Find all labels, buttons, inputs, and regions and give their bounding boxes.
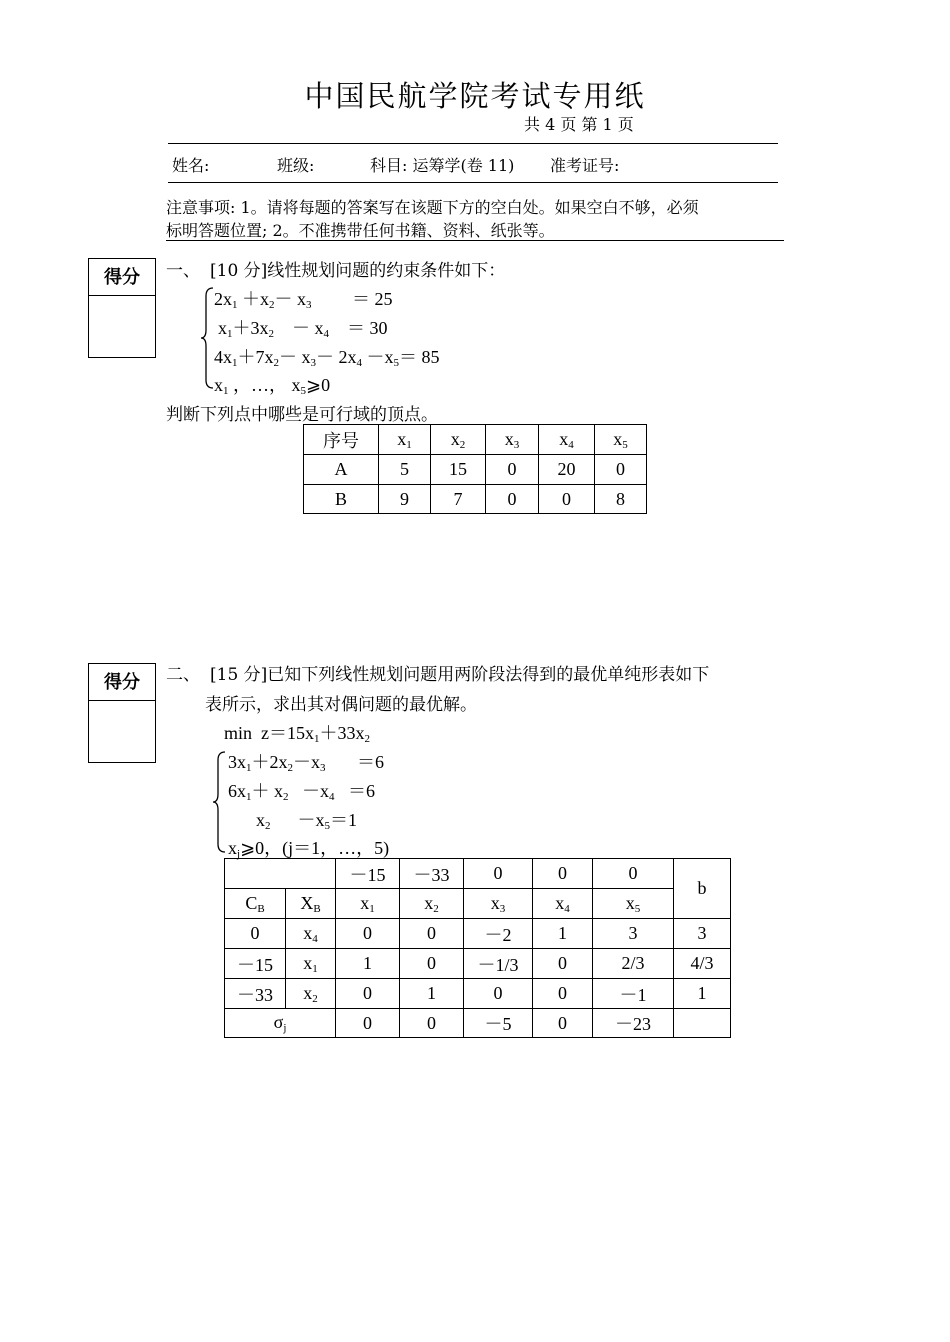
table-header-cell: $x_2$ — [400, 889, 464, 919]
table-cell: －1 — [593, 979, 674, 1009]
q1-number: 一、 — [166, 261, 200, 281]
table-cell: 0 — [533, 949, 593, 979]
table-cell: 9 — [379, 485, 431, 514]
student-info-line — [172, 153, 772, 175]
table-header-cell: $x_4$ — [533, 889, 593, 919]
q2-text-line-2: 表所示，求出其对偶问题的最优解。 — [205, 695, 477, 715]
table-header-cell: $x_5$ — [595, 425, 647, 455]
table-cell: 1 — [400, 979, 464, 1009]
class-label: 班级: — [277, 156, 315, 175]
table-cell: －15 — [225, 949, 286, 979]
q2-text-line-1: [15 分]已知下列线性规划问题用两阶段法得到的最优单纯形表如下 — [210, 665, 710, 685]
exam-notice — [166, 196, 788, 242]
table-cell: 0 — [533, 859, 593, 889]
table-cell: －33 — [225, 979, 286, 1009]
table-row — [225, 979, 731, 1009]
table-cell: $\sigma_j$ — [225, 1009, 336, 1038]
score-box-q1 — [88, 258, 156, 358]
table-header-cell: $x_5$ — [593, 889, 674, 919]
table-cell: 15 — [431, 455, 486, 485]
table-cell: 0 — [336, 919, 400, 949]
notice-line-2: 标明答题位置; 2。不准携带任何书籍、资料、纸张等。 — [166, 221, 555, 240]
table-cell: 0 — [595, 455, 647, 485]
table-header-row — [225, 889, 731, 919]
table-cell: 0 — [400, 1009, 464, 1038]
table-cell: 7 — [431, 485, 486, 514]
page-title: 中国民航学院考试专用纸 — [304, 79, 646, 113]
q2-constraint-1: $3x_1+2x_2-x_3$ ＝6 — [228, 752, 384, 774]
table-cell: －15 — [336, 859, 400, 889]
table-header-cell: $C_B$ — [225, 889, 286, 919]
table-cell: 8 — [595, 485, 647, 514]
table-cell: 0 — [486, 485, 539, 514]
table-cell: 2/3 — [593, 949, 674, 979]
q2-constraint-4: $x_j⩾0$，(j＝1，…，5) — [228, 838, 390, 860]
table-cell: B — [304, 485, 379, 514]
table-cell: $x_2$ — [286, 979, 336, 1009]
table-cell: 0 — [486, 455, 539, 485]
q2-simplex-table — [224, 858, 731, 1038]
table-row — [304, 485, 647, 514]
table-cell — [225, 859, 336, 889]
table-cell: 0 — [400, 949, 464, 979]
table-row — [225, 919, 731, 949]
table-cell — [674, 1009, 731, 1038]
table-cell: 0 — [464, 979, 533, 1009]
score-label: 得分 — [89, 664, 155, 701]
table-cell: $x_4$ — [286, 919, 336, 949]
table-cell: －1/3 — [464, 949, 533, 979]
table-cell: －33 — [400, 859, 464, 889]
table-header-cell: $X_B$ — [286, 889, 336, 919]
table-row — [225, 949, 731, 979]
notice-line-1: 注意事项: 1。请将每题的答案写在该题下方的空白处。如果空白不够，必须 — [166, 198, 699, 217]
table-cell: －2 — [464, 919, 533, 949]
table-cell: $x_1$ — [286, 949, 336, 979]
info-rule — [168, 182, 778, 183]
exam-number-label: 准考证号: — [550, 156, 620, 175]
q1-constraint-3: $4x_1+7x_2- x_3- 2x_4 -x_5= 85$ — [214, 347, 440, 369]
table-header-cell: 序号 — [304, 425, 379, 455]
page-count: 共 4 页 第 1 页 — [524, 115, 634, 134]
table-header-cell: $x_1$ — [379, 425, 431, 455]
table-header-row — [304, 425, 647, 455]
name-label: 姓名: — [172, 156, 210, 175]
table-header-cell: $x_4$ — [539, 425, 595, 455]
table-cell: 1 — [533, 919, 593, 949]
table-cell: A — [304, 455, 379, 485]
q1-points-table — [303, 424, 647, 514]
table-cell: －23 — [593, 1009, 674, 1038]
table-cell: －5 — [464, 1009, 533, 1038]
table-cell: 4/3 — [674, 949, 731, 979]
q1-constraint-4: $x_1$ ，…， $x_5⩾0$ — [214, 375, 331, 397]
table-cell: 0 — [539, 485, 595, 514]
q2-constraint-brace — [212, 750, 228, 854]
table-header-cell: $x_1$ — [336, 889, 400, 919]
q1-constraint-2: $x_1+3x_2$ － $x_4$ ＝ 30 — [218, 318, 388, 340]
table-row — [304, 455, 647, 485]
q1-follow-text: 判断下列点中哪些是可行域的顶点。 — [166, 405, 438, 425]
table-cell: 0 — [336, 979, 400, 1009]
table-header-cell: $x_3$ — [464, 889, 533, 919]
table-row — [225, 859, 731, 889]
score-label: 得分 — [89, 259, 155, 296]
table-cell: 0 — [533, 1009, 593, 1038]
table-cell: 0 — [533, 979, 593, 1009]
notice-rule — [166, 240, 784, 241]
table-cell: 0 — [225, 919, 286, 949]
q1-text: [10 分]线性规划问题的约束条件如下： — [210, 261, 506, 281]
table-cell: 5 — [379, 455, 431, 485]
table-cell: 20 — [539, 455, 595, 485]
table-header-cell: $x_3$ — [486, 425, 539, 455]
table-cell: 1 — [674, 979, 731, 1009]
table-cell: 0 — [464, 859, 533, 889]
score-box-q2 — [88, 663, 156, 763]
q2-objective: $\min z=15x_1+33x_2$ — [224, 723, 370, 745]
table-header-cell: $x_2$ — [431, 425, 486, 455]
table-cell: b — [674, 859, 731, 919]
table-cell: 0 — [593, 859, 674, 889]
table-cell: 3 — [593, 919, 674, 949]
table-row — [225, 1009, 731, 1038]
table-cell: 3 — [674, 919, 731, 949]
q1-constraint-1: $2x_1 +x_2- x_3$ ＝ 25 — [214, 289, 393, 311]
table-cell: 0 — [400, 919, 464, 949]
q2-constraint-3: $x_2$ $-x_5=1$ — [256, 810, 357, 832]
header-rule — [168, 143, 778, 144]
q2-number: 二、 — [166, 665, 200, 685]
table-cell: 0 — [336, 1009, 400, 1038]
q2-constraint-2: $6x_1+ x_2 -x_4 =6$ — [228, 781, 375, 803]
subject-label: 科目: 运筹学(卷 11) — [370, 156, 515, 175]
table-cell: 1 — [336, 949, 400, 979]
